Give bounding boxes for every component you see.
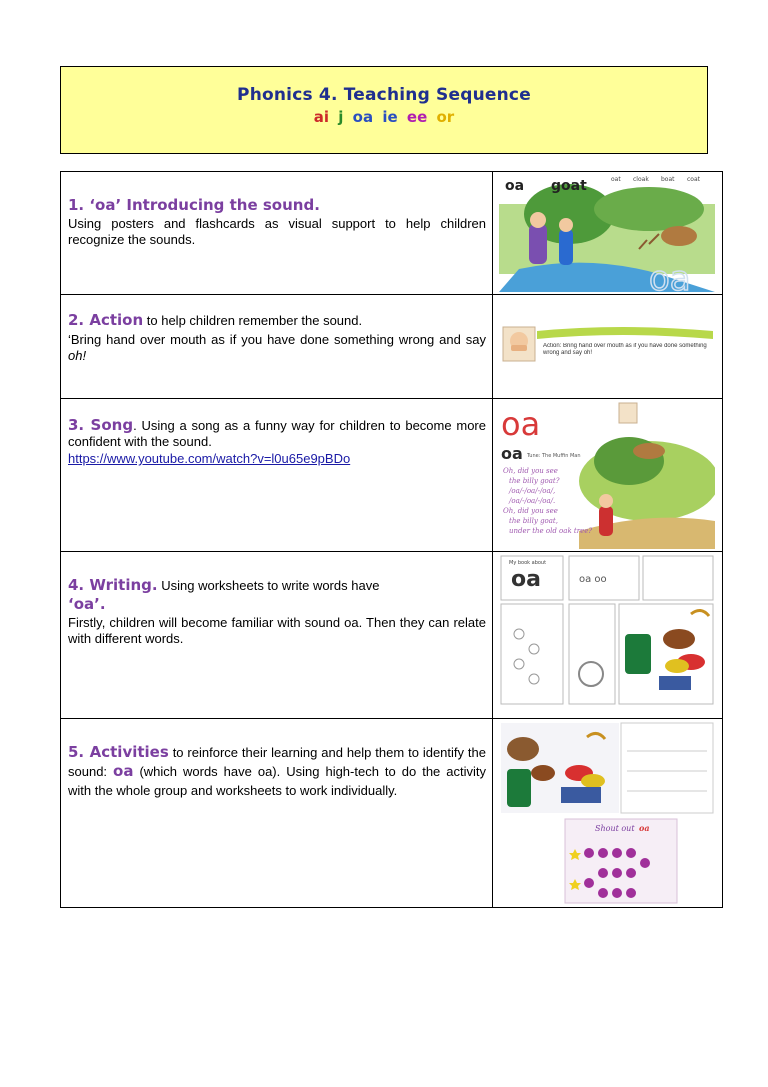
step-heading: 4. Writing.: [68, 576, 158, 594]
step-5-text: [61, 719, 493, 908]
table-row: [61, 719, 723, 908]
step-body-emphasis: oh!: [68, 348, 87, 363]
svg-text:oa: oa: [649, 259, 691, 292]
step-body: (which words have oa). Using high-tech to do the activity with the whole group and worksheets to work individually.: [68, 764, 486, 798]
sound-oa: oa: [352, 108, 374, 126]
worksheet-word: oa: [511, 567, 541, 592]
step-4-illustration: [493, 552, 723, 719]
action-card-illustration: [501, 325, 713, 365]
poster-small-word: cloak: [633, 176, 649, 183]
page-title: Phonics 4. Teaching Sequence: [237, 85, 531, 105]
lyric-line: Oh, did you see: [503, 507, 558, 515]
sequence-table: [60, 171, 723, 908]
sound-ai: ai: [313, 108, 330, 126]
lyric-line: under the old oak tree?: [509, 527, 593, 535]
svg-text:oa oo: oa oo: [579, 574, 607, 585]
step-1-text: [61, 172, 493, 295]
youtube-link[interactable]: https://www.youtube.com/watch?v=l0u65e9pBDo: [68, 451, 351, 466]
poster-small-word: coat: [687, 176, 700, 183]
step-heading: 2. Action: [68, 311, 144, 329]
shout-out-title: Shout out: [595, 824, 635, 833]
step-body: [68, 332, 486, 364]
step-heading: 1. ‘oa’ Introducing the sound.: [68, 196, 320, 214]
step-heading-tail: Using worksheets to write words have: [157, 578, 380, 593]
step-5-illustration: [493, 719, 723, 908]
lyric-line: the billy goat,: [509, 517, 558, 525]
lyric-line: Oh, did you see: [503, 467, 558, 475]
step-heading-tail: to help children remember the sound.: [143, 313, 363, 328]
step-2-text: [61, 295, 493, 399]
table-row: [61, 552, 723, 719]
step-body-text: ‘Bring hand over mouth as if you have done something wrong and say: [68, 332, 486, 347]
song-big-oa: oa: [501, 405, 541, 443]
poster-word-goat: goat: [551, 178, 587, 194]
song-tune: Tune: The Muffin Man: [527, 453, 581, 459]
inline-oa: oa: [113, 762, 134, 780]
sound-ie: ie: [382, 108, 398, 126]
poster-small-word: oat: [611, 176, 621, 183]
table-row: [61, 295, 723, 399]
lyric-line: /oa/-/oa/-/oa/.: [509, 497, 556, 505]
action-caption: Action: Bring hand over mouth as if you have done something wrong and say oh!: [543, 343, 707, 356]
shout-out-word: oa: [639, 823, 650, 833]
sound-or: or: [436, 108, 455, 126]
step-2-illustration: [493, 295, 723, 399]
step-3-illustration: [493, 399, 723, 552]
sound-list: [61, 108, 707, 126]
goat-poster-illustration: [499, 174, 715, 292]
step-heading: 3. Song: [68, 416, 134, 434]
sound-ee: ee: [406, 108, 428, 126]
step-4-text: [61, 552, 493, 719]
step-heading: 5. Activities: [68, 743, 169, 761]
step-heading-tail: . Using a song as a funny way for children to become more confident with the sound.: [68, 418, 486, 449]
poster-small-word: boat: [661, 176, 675, 183]
step-heading-tail: to reinforce their learning and help them to identify the sound:: [68, 745, 486, 779]
header-box: [60, 66, 708, 154]
worksheet-title: My book about: [509, 560, 547, 566]
poster-word-oa: oa: [505, 178, 525, 194]
sound-j: j: [338, 108, 344, 126]
lyric-line: the billy goat?: [509, 477, 560, 485]
worksheets-illustration: [499, 554, 715, 714]
step-body: Firstly, children will become familiar with sound oa. Then they can relate with different words.: [68, 615, 486, 646]
song-card-illustration: [499, 401, 715, 549]
step-3-text: [61, 399, 493, 552]
step-body: Using posters and flashcards as visual support to help children recognize the sounds.: [68, 216, 486, 247]
lyric-line: /oa/-/oa/-/oa/,: [509, 487, 556, 495]
table-row: [61, 399, 723, 552]
activities-illustration: [499, 721, 715, 905]
step-heading-oa: ‘oa’.: [68, 595, 106, 613]
table-row: [61, 172, 723, 295]
song-small-oa: oa: [501, 444, 523, 463]
step-1-illustration: [493, 172, 723, 295]
